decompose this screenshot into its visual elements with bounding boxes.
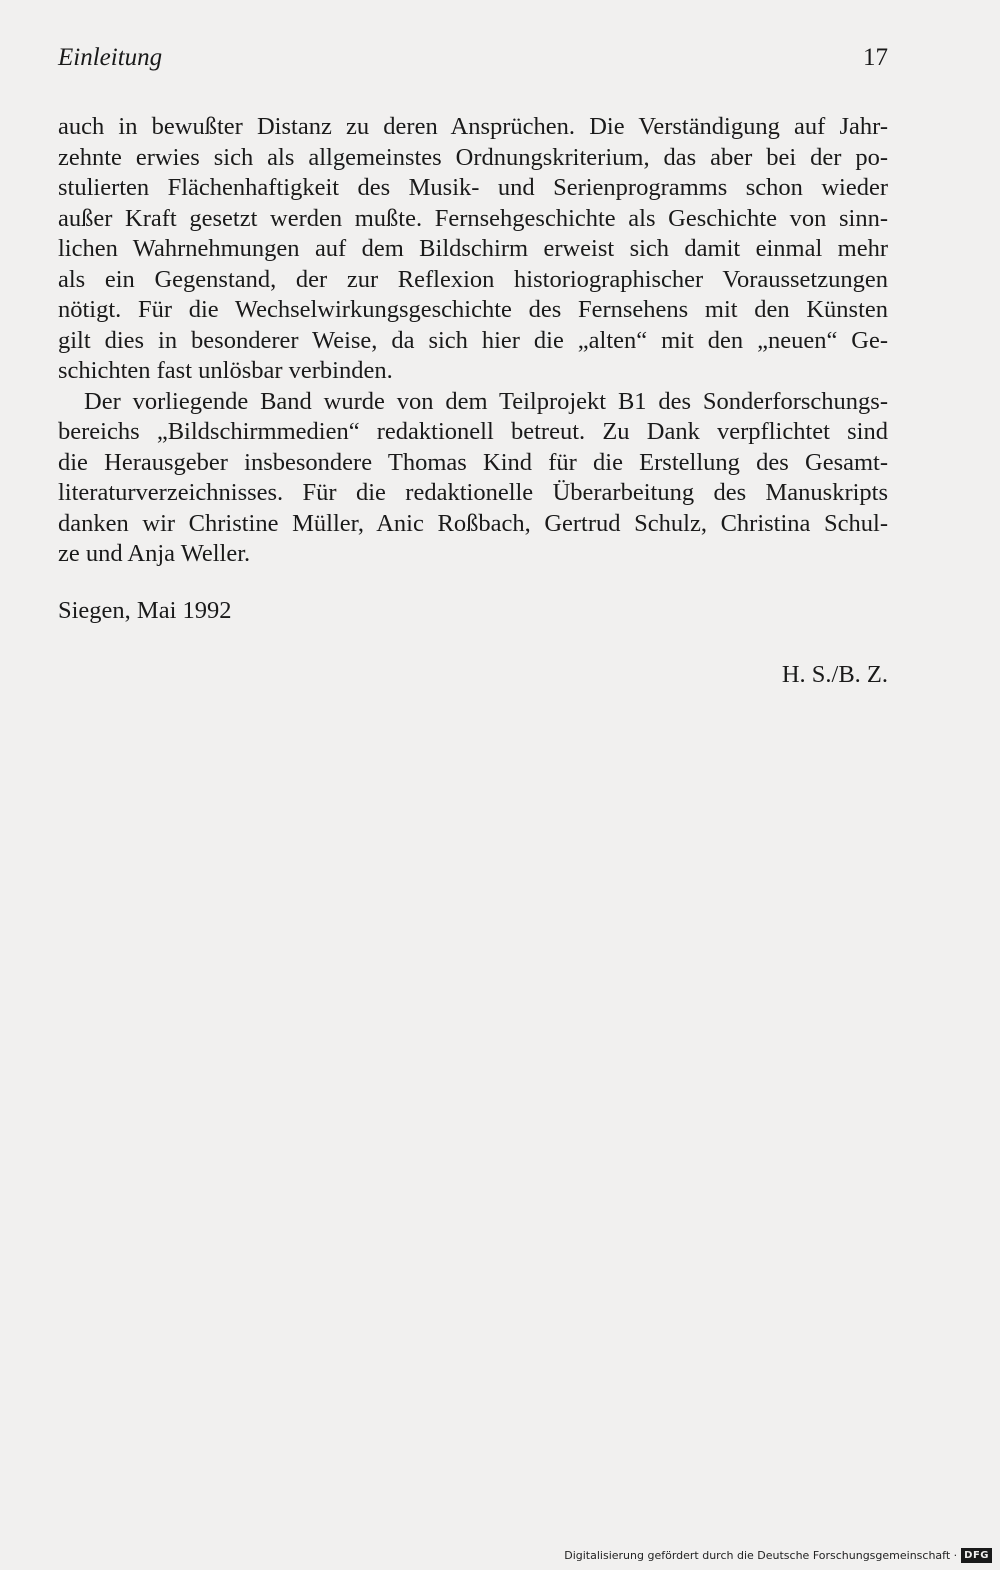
body-text <box>58 112 888 570</box>
running-title: Einleitung <box>58 44 163 71</box>
text-line: nötigt. Für die Wechselwirkungsgeschichte des Fernsehens mit den Künsten <box>58 296 888 323</box>
text-line: außer Kraft gesetzt werden mußte. Fernsehgeschichte als Geschichte von sinn- <box>58 204 888 232</box>
text-line: literaturverzeichnisses. Für die redaktionelle Überarbeitung des Manuskripts <box>58 479 888 506</box>
dfg-logo-icon: DFG <box>961 1548 992 1563</box>
paragraph-2 <box>58 387 888 570</box>
signature-initials: H. S./B. Z. <box>781 661 888 688</box>
text-line: stulierten Flächenhaftigkeit des Musik- und Serienprogramms schon wieder <box>58 174 888 201</box>
place-date: Siegen, Mai 1992 <box>58 597 232 624</box>
text-line: Der vorliegende Band wurde von dem Teilprojekt B1 des Sonderforschungs- <box>84 387 888 415</box>
paragraph-1 <box>58 112 888 387</box>
running-head <box>58 40 888 80</box>
digitization-footer <box>564 1546 992 1564</box>
text-line: zehnte erwies sich als allgemeinstes Ordnungskriterium, das aber bei der po- <box>58 143 888 171</box>
text-line: gilt dies in besonderer Weise, da sich hier die „alten“ mit den „neuen“ Ge- <box>58 326 888 354</box>
text-line: auch in bewußter Distanz zu deren Ansprüchen. Die Verständigung auf Jahr- <box>58 113 888 140</box>
footer-text: Digitalisierung gefördert durch die Deutsche Forschungsgemeinschaft · <box>564 1548 958 1562</box>
text-line: die Herausgeber insbesondere Thomas Kind für die Erstellung des Gesamt- <box>58 448 888 476</box>
text-line: lichen Wahrnehmungen auf dem Bildschirm erweist sich damit einmal mehr <box>58 235 888 262</box>
text-line: ze und Anja Weller. <box>58 540 251 567</box>
text-line: bereichs „Bildschirmmedien“ redaktionell betreut. Zu Dank verpflichtet sind <box>58 418 888 445</box>
text-line: schichten fast unlösbar verbinden. <box>58 357 393 384</box>
text-line: als ein Gegenstand, der zur Reflexion historiographischer Voraussetzungen <box>58 265 888 293</box>
page-number: 17 <box>863 44 888 71</box>
text-line: danken wir Christine Müller, Anic Roßbach, Gertrud Schulz, Christina Schul- <box>58 509 888 537</box>
